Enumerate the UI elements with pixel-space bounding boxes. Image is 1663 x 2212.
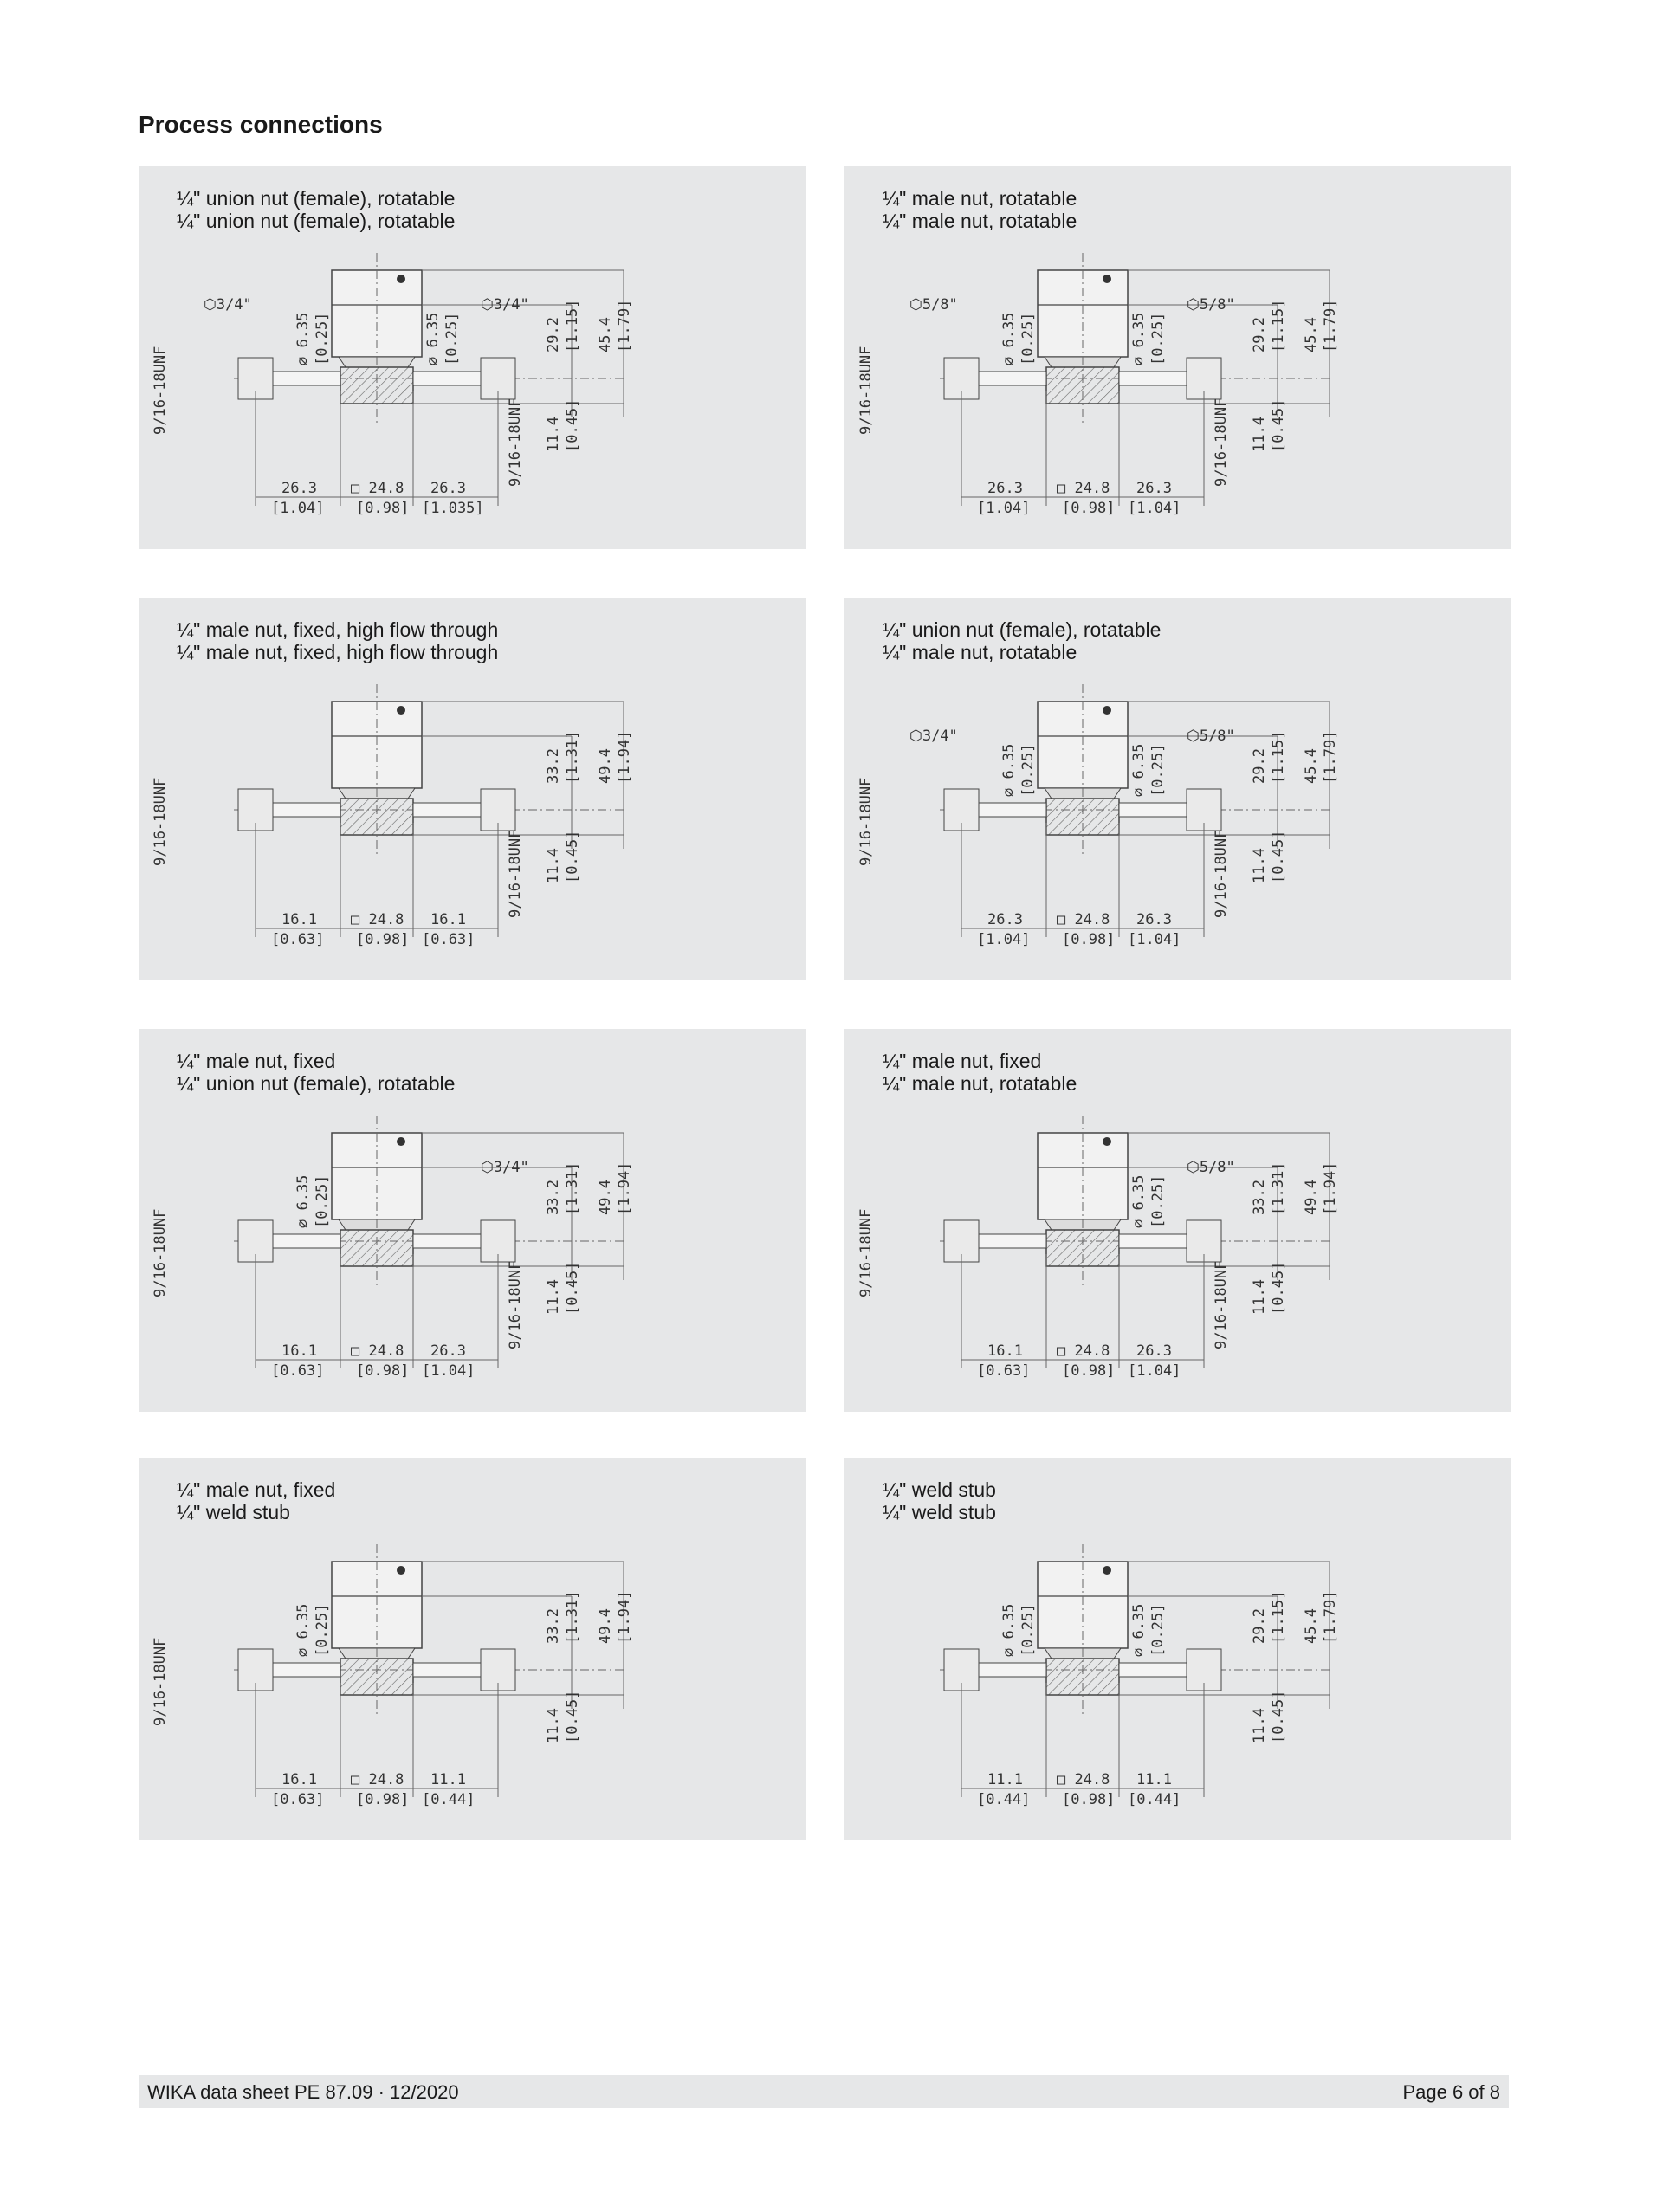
bore-diameter-left-label: ⌀ 6.35 [294, 1603, 312, 1657]
footer [139, 2075, 1509, 2108]
height-dim-lower-label: 11.4 [545, 417, 562, 452]
caption-line-2: ¼" male nut, rotatable [883, 1072, 1077, 1095]
technical-drawing [844, 598, 1511, 980]
height-dim-upper-inch-label: [1.15] [1270, 730, 1287, 784]
thread-left-label: 9/16-18UNF [152, 1208, 169, 1297]
height-dim-overall-inch-label: [1.94] [616, 730, 633, 784]
connection-panel [844, 598, 1511, 980]
caption-line-1: ¼" male nut, fixed, high flow through [177, 618, 499, 641]
height-dim-lower-inch-label: [0.45] [564, 1690, 581, 1743]
height-dim-lower-inch-label: [0.45] [564, 830, 581, 883]
technical-drawing [139, 598, 806, 980]
technical-drawing [844, 1029, 1511, 1412]
width-dim-left-inch-label: [0.63] [271, 931, 325, 948]
height-dim-lower-label: 11.4 [545, 1708, 562, 1743]
set-screw-icon [1103, 1566, 1111, 1575]
height-dim-upper-inch-label: [1.31] [1270, 1161, 1287, 1215]
footer-datasheet-ref: WIKA data sheet PE 87.09 · 12/2020 [147, 2081, 459, 2103]
height-dim-lower-label: 11.4 [545, 1279, 562, 1315]
height-dim-overall-inch-label: [1.79] [616, 299, 633, 352]
width-dim-right-inch-label: [0.44] [422, 1791, 476, 1808]
width-dim-left-label: 26.3 [281, 480, 317, 497]
connection-panel [844, 1458, 1511, 1840]
thread-right-label: 9/16-18UNF [1213, 398, 1230, 487]
caption-line-1: ¼" male nut, fixed [177, 1050, 336, 1072]
thread-right-label: 9/16-18UNF [507, 1260, 524, 1349]
bore-diameter-left-inch-label: [0.25] [314, 312, 331, 365]
height-dim-upper-label: 29.2 [1251, 1608, 1268, 1644]
width-dim-body-inch-label: [0.98] [1062, 931, 1116, 948]
height-dim-overall-inch-label: [1.79] [1322, 1590, 1339, 1644]
connection-panel [844, 1029, 1511, 1412]
width-dim-right-inch-label: [1.04] [1128, 500, 1181, 517]
width-dim-body-label: □ 24.8 [351, 480, 404, 497]
bore-diameter-right-label: ⌀ 6.35 [1130, 743, 1148, 797]
height-dim-overall-label: 45.4 [1303, 748, 1320, 784]
width-dim-body-label: □ 24.8 [351, 1771, 404, 1788]
height-dim-upper-label: 33.2 [545, 1608, 562, 1644]
height-dim-upper-inch-label: [1.15] [1270, 299, 1287, 352]
bore-diameter-left-inch-label: [0.25] [314, 1174, 331, 1228]
width-dim-left-inch-label: [1.04] [977, 500, 1031, 517]
width-dim-right-inch-label: [0.44] [1128, 1791, 1181, 1808]
thread-left-label: 9/16-18UNF [857, 1208, 875, 1297]
height-dim-upper-inch-label: [1.31] [564, 1590, 581, 1644]
technical-drawing [139, 1458, 806, 1840]
height-dim-upper-inch-label: [1.15] [1270, 1590, 1287, 1644]
width-dim-right-inch-label: [1.035] [422, 500, 484, 517]
height-dim-lower-inch-label: [0.45] [1270, 1261, 1287, 1315]
width-dim-left-inch-label: [0.44] [977, 1791, 1031, 1808]
connection-panel [139, 598, 806, 980]
thread-right-label: 9/16-18UNF [507, 829, 524, 918]
width-dim-left-inch-label: [1.04] [977, 931, 1031, 948]
bore-diameter-left-label: ⌀ 6.35 [1000, 312, 1018, 365]
hex-size-right-label: ⬡5/8" [1187, 728, 1235, 745]
bore-diameter-right-label: ⌀ 6.35 [1130, 312, 1148, 365]
width-dim-left-inch-label: [0.63] [271, 1362, 325, 1380]
hex-size-left-label: ⬡3/4" [909, 728, 958, 745]
height-dim-lower-inch-label: [0.45] [1270, 398, 1287, 452]
width-dim-body-label: □ 24.8 [1057, 1342, 1110, 1360]
caption-line-1: ¼" male nut, fixed [177, 1478, 336, 1501]
height-dim-overall-inch-label: [1.94] [1322, 1161, 1339, 1215]
thread-left-label: 9/16-18UNF [152, 777, 169, 866]
caption-line-2: ¼" union nut (female), rotatable [177, 210, 456, 232]
height-dim-lower-inch-label: [0.45] [1270, 1690, 1287, 1743]
height-dim-upper-label: 29.2 [1251, 317, 1268, 352]
width-dim-body-inch-label: [0.98] [1062, 1362, 1116, 1380]
caption-line-1: ¼" weld stub [883, 1478, 996, 1501]
bore-diameter-left-inch-label: [0.25] [314, 1603, 331, 1657]
width-dim-body-label: □ 24.8 [1057, 1771, 1110, 1788]
set-screw-icon [397, 1566, 405, 1575]
caption-line-2: ¼" weld stub [177, 1501, 290, 1523]
height-dim-overall-label: 45.4 [1303, 317, 1320, 352]
thread-right-label: 9/16-18UNF [507, 398, 524, 487]
width-dim-right-label: 26.3 [1136, 480, 1172, 497]
width-dim-body-inch-label: [0.98] [356, 1362, 410, 1380]
width-dim-right-label: 26.3 [430, 1342, 466, 1360]
width-dim-left-label: 16.1 [281, 1771, 317, 1788]
bore-diameter-right-inch-label: [0.25] [1149, 312, 1167, 365]
width-dim-body-inch-label: [0.98] [356, 500, 410, 517]
thread-left-label: 9/16-18UNF [857, 777, 875, 866]
width-dim-left-inch-label: [0.63] [271, 1791, 325, 1808]
bore-diameter-right-inch-label: [0.25] [443, 312, 461, 365]
width-dim-right-label: 11.1 [430, 1771, 466, 1788]
thread-left-label: 9/16-18UNF [152, 1637, 169, 1726]
height-dim-upper-label: 33.2 [1251, 1180, 1268, 1215]
height-dim-overall-label: 45.4 [1303, 1608, 1320, 1644]
width-dim-left-label: 16.1 [281, 911, 317, 928]
width-dim-left-label: 26.3 [987, 480, 1023, 497]
height-dim-upper-label: 33.2 [545, 748, 562, 784]
set-screw-icon [397, 1137, 405, 1146]
bore-diameter-right-label: ⌀ 6.35 [1130, 1603, 1148, 1657]
width-dim-right-inch-label: [1.04] [1128, 1362, 1181, 1380]
connection-panel [139, 1029, 806, 1412]
height-dim-upper-inch-label: [1.15] [564, 299, 581, 352]
set-screw-icon [1103, 1137, 1111, 1146]
caption-line-2: ¼" union nut (female), rotatable [177, 1072, 456, 1095]
width-dim-right-inch-label: [1.04] [1128, 931, 1181, 948]
height-dim-upper-inch-label: [1.31] [564, 1161, 581, 1215]
height-dim-upper-label: 29.2 [545, 317, 562, 352]
width-dim-left-inch-label: [1.04] [271, 500, 325, 517]
page-title: Process connections [139, 111, 383, 138]
bore-diameter-right-inch-label: [0.25] [1149, 1603, 1167, 1657]
height-dim-lower-label: 11.4 [1251, 848, 1268, 883]
width-dim-body-inch-label: [0.98] [1062, 500, 1116, 517]
width-dim-left-inch-label: [0.63] [977, 1362, 1031, 1380]
width-dim-left-label: 11.1 [987, 1771, 1023, 1788]
caption-line-2: ¼" male nut, fixed, high flow through [177, 641, 499, 663]
width-dim-right-label: 16.1 [430, 911, 466, 928]
width-dim-body-label: □ 24.8 [351, 1342, 404, 1360]
set-screw-icon [1103, 706, 1111, 715]
technical-drawing [844, 1458, 1511, 1840]
bore-diameter-left-label: ⌀ 6.35 [1000, 1603, 1018, 1657]
technical-drawing [139, 166, 806, 549]
bore-diameter-left-label: ⌀ 6.35 [1000, 743, 1018, 797]
width-dim-left-label: 26.3 [987, 911, 1023, 928]
bore-diameter-right-label: ⌀ 6.35 [1130, 1174, 1148, 1228]
hex-size-right-label: ⬡3/4" [481, 1159, 529, 1176]
height-dim-overall-label: 49.4 [597, 1180, 614, 1215]
thread-right-label: 9/16-18UNF [1213, 1260, 1230, 1349]
hex-size-right-label: ⬡5/8" [1187, 296, 1235, 314]
width-dim-left-label: 16.1 [987, 1342, 1023, 1360]
connection-panel [844, 166, 1511, 549]
height-dim-upper-label: 29.2 [1251, 748, 1268, 784]
connection-panel [139, 166, 806, 549]
height-dim-lower-label: 11.4 [1251, 1279, 1268, 1315]
bore-diameter-right-inch-label: [0.25] [1149, 743, 1167, 797]
caption-line-1: ¼" union nut (female), rotatable [883, 618, 1162, 641]
technical-drawing [139, 1029, 806, 1412]
width-dim-right-inch-label: [1.04] [422, 1362, 476, 1380]
width-dim-body-inch-label: [0.98] [356, 1791, 410, 1808]
bore-diameter-left-inch-label: [0.25] [1019, 312, 1037, 365]
width-dim-right-label: 26.3 [1136, 911, 1172, 928]
bore-diameter-right-inch-label: [0.25] [1149, 1174, 1167, 1228]
height-dim-upper-label: 33.2 [545, 1180, 562, 1215]
connection-panel [139, 1458, 806, 1840]
thread-left-label: 9/16-18UNF [857, 346, 875, 435]
height-dim-lower-inch-label: [0.45] [1270, 830, 1287, 883]
width-dim-right-inch-label: [0.63] [422, 931, 476, 948]
height-dim-overall-label: 49.4 [1303, 1180, 1320, 1215]
caption-line-1: ¼" male nut, fixed [883, 1050, 1042, 1072]
hex-size-left-label: ⬡5/8" [909, 296, 958, 314]
set-screw-icon [397, 275, 405, 283]
bore-diameter-left-label: ⌀ 6.35 [294, 312, 312, 365]
height-dim-overall-inch-label: [1.94] [616, 1161, 633, 1215]
caption-line-1: ¼" union nut (female), rotatable [177, 187, 456, 210]
width-dim-left-label: 16.1 [281, 1342, 317, 1360]
height-dim-overall-inch-label: [1.79] [1322, 730, 1339, 784]
height-dim-upper-inch-label: [1.31] [564, 730, 581, 784]
width-dim-body-label: □ 24.8 [1057, 911, 1110, 928]
footer-page-number: Page 6 of 8 [1402, 2081, 1500, 2103]
width-dim-body-inch-label: [0.98] [356, 931, 410, 948]
height-dim-overall-label: 45.4 [597, 317, 614, 352]
thread-left-label: 9/16-18UNF [152, 346, 169, 435]
height-dim-lower-label: 11.4 [1251, 1708, 1268, 1743]
bore-diameter-left-label: ⌀ 6.35 [294, 1174, 312, 1228]
set-screw-icon [1103, 275, 1111, 283]
caption-line-1: ¼" male nut, rotatable [883, 187, 1077, 210]
width-dim-body-label: □ 24.8 [1057, 480, 1110, 497]
height-dim-lower-inch-label: [0.45] [564, 1261, 581, 1315]
height-dim-overall-inch-label: [1.94] [616, 1590, 633, 1644]
thread-right-label: 9/16-18UNF [1213, 829, 1230, 918]
caption-line-2: ¼" weld stub [883, 1501, 996, 1523]
hex-size-right-label: ⬡5/8" [1187, 1159, 1235, 1176]
width-dim-body-label: □ 24.8 [351, 911, 404, 928]
hex-size-right-label: ⬡3/4" [481, 296, 529, 314]
set-screw-icon [397, 706, 405, 715]
width-dim-right-label: 26.3 [1136, 1342, 1172, 1360]
width-dim-right-label: 26.3 [430, 480, 466, 497]
caption-line-2: ¼" male nut, rotatable [883, 641, 1077, 663]
hex-size-left-label: ⬡3/4" [204, 296, 252, 314]
width-dim-body-inch-label: [0.98] [1062, 1791, 1116, 1808]
technical-drawing [844, 166, 1511, 549]
bore-diameter-left-inch-label: [0.25] [1019, 743, 1037, 797]
height-dim-lower-label: 11.4 [1251, 417, 1268, 452]
height-dim-lower-label: 11.4 [545, 848, 562, 883]
height-dim-overall-inch-label: [1.79] [1322, 299, 1339, 352]
caption-line-2: ¼" male nut, rotatable [883, 210, 1077, 232]
width-dim-right-label: 11.1 [1136, 1771, 1172, 1788]
height-dim-lower-inch-label: [0.45] [564, 398, 581, 452]
height-dim-overall-label: 49.4 [597, 748, 614, 784]
bore-diameter-left-inch-label: [0.25] [1019, 1603, 1037, 1657]
bore-diameter-right-label: ⌀ 6.35 [424, 312, 442, 365]
height-dim-overall-label: 49.4 [597, 1608, 614, 1644]
